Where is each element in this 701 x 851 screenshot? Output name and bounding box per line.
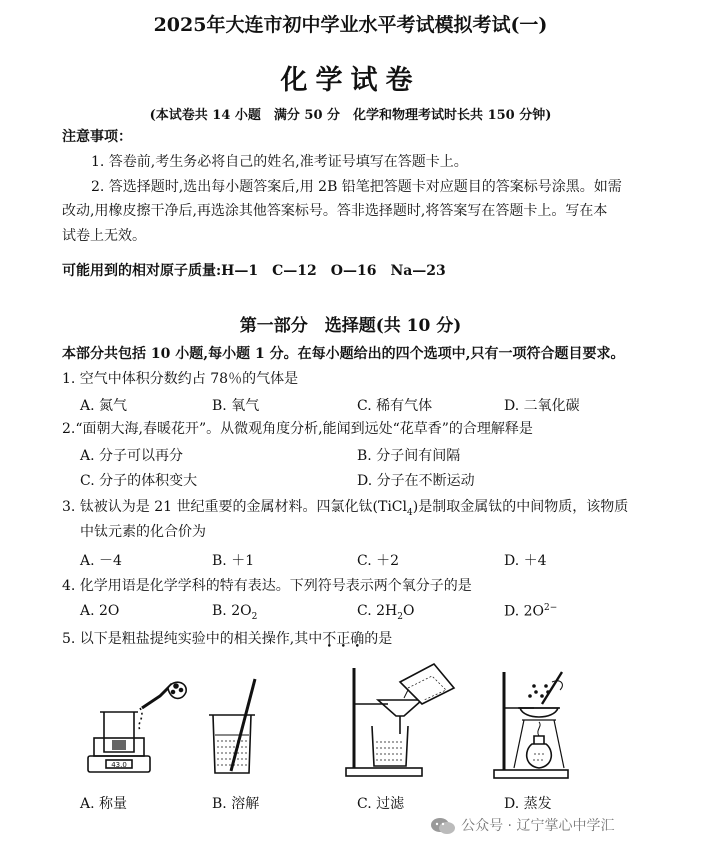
question-4-option-d xyxy=(504,603,557,620)
question-5-stem-part-a: 5. 以下是粗盐提纯实验中的相关操作,其中 xyxy=(62,631,323,647)
question-2-option-d: D. 分子在不断运动 xyxy=(357,473,475,489)
emphasis-char-2: 正 xyxy=(336,631,351,647)
question-2-option-b: B. 分子间有间隔 xyxy=(357,448,461,464)
balance-reading: 43.0 xyxy=(111,761,127,769)
question-3-option-c: C. ＋2 xyxy=(357,553,400,569)
emphasis-char-3: 确 xyxy=(350,631,365,647)
note-item-2-line-2: 改动,用橡皮擦干净后,再选涂其他答案标号。答非选择题时,将答案写在答题卡上。写在本 xyxy=(62,203,608,219)
question-4-option-d-sup: 2− xyxy=(544,603,558,613)
question-3-option-b: B. ＋1 xyxy=(212,553,255,569)
question-4-option-b-sub: 2 xyxy=(251,611,258,622)
question-5-option-d: D. 蒸发 xyxy=(504,796,552,812)
question-4-option-a: A. 2O xyxy=(80,603,120,619)
atomic-masses: 可能用到的相对原子质量:H—1 C—12 O—16 Na—23 xyxy=(62,263,446,279)
subject-title: 化学试卷 xyxy=(280,65,421,96)
watermark-text: 公众号 · 辽宁掌心中学汇 xyxy=(461,818,615,834)
question-3-stem-part-a: 3. 钛被认为是 21 世纪重要的金属材料。四氯化钛(TiCl xyxy=(62,499,407,515)
figure-dissolving xyxy=(205,675,265,780)
question-4-option-c-sub: 2 xyxy=(397,611,403,622)
question-2-stem: 2.“面朝大海,春暖花开”。从微观角度分析,能闻到远处“花草香”的合理解释是 xyxy=(62,421,533,437)
question-1-option-a: A. 氮气 xyxy=(80,398,128,414)
question-4-option-b xyxy=(212,603,257,622)
question-5-option-c: C. 过滤 xyxy=(357,796,405,812)
note-item-1: 1. 答卷前,考生务必将自己的姓名,准考证号填写在答题卡上。 xyxy=(91,154,468,170)
exam-meta: (本试卷共 14 小题 满分 50 分 化学和物理考试时长共 150 分钟) xyxy=(149,108,552,123)
question-5-option-a: A. 称量 xyxy=(80,796,128,812)
exam-title: 2025年大连市初中学业水平考试模拟考试(一) xyxy=(153,14,548,36)
question-4-stem: 4. 化学用语是化学学科的特有表达。下列符号表示两个氧分子的是 xyxy=(62,578,472,594)
question-3-stem-line-2: 中钛元素的化合价为 xyxy=(80,524,206,540)
figure-weighing xyxy=(82,678,192,778)
emphasis-char-1: 不 xyxy=(322,631,337,647)
question-1-stem: 1. 空气中体积分数约占 78％的气体是 xyxy=(62,371,299,387)
question-4-option-c xyxy=(357,603,414,622)
part1-title: 第一部分 选择题(共 10 分) xyxy=(239,316,462,336)
question-3-option-d: D. ＋4 xyxy=(504,553,547,569)
wechat-icon xyxy=(430,816,456,836)
figure-filtering xyxy=(342,660,457,780)
question-1-option-c: C. 稀有气体 xyxy=(357,398,433,414)
question-1-option-b: B. 氧气 xyxy=(212,398,260,414)
question-1-option-d: D. 二氧化碳 xyxy=(504,398,580,414)
question-2-option-c: C. 分子的体积变大 xyxy=(80,473,198,489)
figure-evaporating xyxy=(490,668,580,783)
question-4-option-b-text: B. 2O xyxy=(212,603,252,619)
question-2-option-a: A. 分子可以再分 xyxy=(80,448,184,464)
question-3-option-a: A. －4 xyxy=(80,553,122,569)
question-3-stem-part-b: )是制取金属钛的中间物质，该物质 xyxy=(412,499,629,515)
question-5-stem xyxy=(62,629,392,649)
watermark xyxy=(430,815,614,836)
note-item-2-line-1: 2. 答选择题时,选出每小题答案后,用 2B 铅笔把答题卡对应题目的答案标号涂黑。如需 xyxy=(91,179,622,195)
question-5-stem-part-b: 的是 xyxy=(364,631,393,647)
question-4-option-c-tail: O xyxy=(402,603,415,619)
note-item-2-line-3: 试卷上无效。 xyxy=(62,228,146,244)
question-4-option-d-text: D. 2O xyxy=(504,603,545,620)
notes-heading: 注意事项： xyxy=(62,129,132,145)
question-4-option-c-text: C. 2H xyxy=(357,603,398,619)
question-3-subscript: 4 xyxy=(407,507,413,518)
question-5-option-b: B. 溶解 xyxy=(212,796,260,812)
question-3-stem-line-1 xyxy=(62,497,628,523)
part1-instructions: 本部分共包括 10 小题,每小题 1 分。在每小题给出的四个选项中,只有一项符合题目要求。 xyxy=(62,346,625,362)
